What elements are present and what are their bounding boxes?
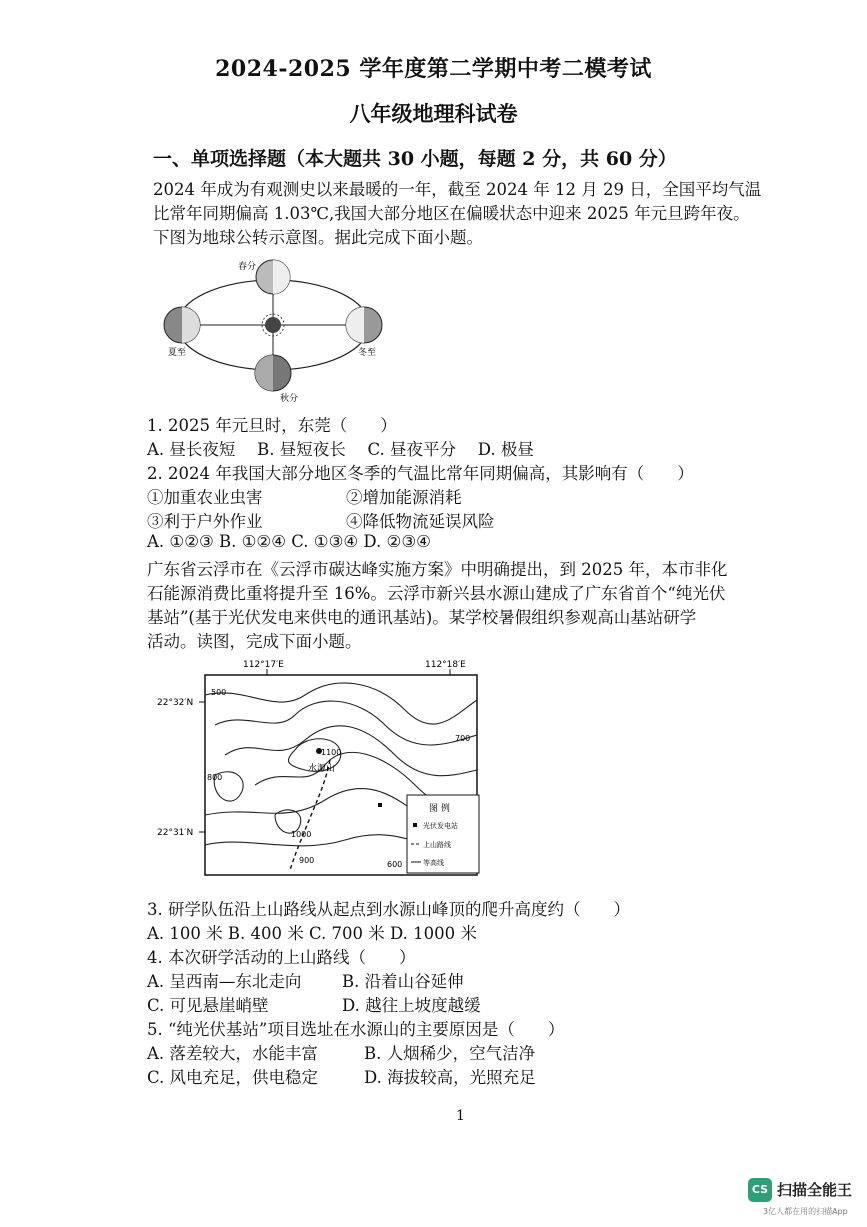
q4-option-d: D. 越往上坡度越缓 [342,996,481,1015]
q5-option-a: A. 落差较大，水能丰富 [147,1044,318,1063]
intro2-line3: 基站”(基于光伏发电来供电的通讯基站)。某学校暑假组织参观高山基站研学 [147,608,697,627]
q1-stem: 1. 2025 年元旦时，东莞（ ） [147,416,397,435]
label-spring: 春分 [238,262,257,272]
c700-label: 700 [455,734,471,743]
earth-winter-icon [346,307,382,343]
intro1-line2: 比常年同期偏高 1.03℃,我国大部分地区在偏暖状态中迎来 2025 年元旦跨年夜。 [153,204,750,223]
legend-station: 光伏发电站 [423,822,458,830]
intro1-line3: 下图为地球公转示意图。据此完成下面小题。 [153,228,483,247]
intro2-line4: 活动。读图，完成下面小题。 [147,632,362,651]
legend-route: 上山路线 [423,841,451,849]
c600-label: 600 [387,860,403,869]
intro2-line1: 广东省云浮市在《云浮市碳达峰实施方案》中明确提出，到 2025 年，本市非化 [147,560,728,579]
c500-label: 500 [211,688,227,697]
camscanner-logo-icon: CS [748,1178,772,1202]
q4-option-a: A. 呈西南—东北走向 [147,972,302,991]
label-autumn: 秋分 [280,394,299,404]
watermark-name: 扫描全能王 [777,1181,853,1199]
mountain-label: 水源山 [308,764,336,774]
q4-option-b: B. 沿着山谷延伸 [342,972,464,991]
legend-contour: 等高线 [423,859,444,867]
sun-icon [265,317,281,333]
page-number: 1 [456,1108,465,1124]
exam-title: 2024-2025 学年度第二学期中考二模考试 [215,56,652,82]
earth-orbit-diagram [160,255,390,405]
q5-stem: 5. “纯光伏基站”项目选址在水源山的主要原因是（ ） [147,1020,565,1039]
q2-item2: ②增加能源消耗 [346,488,462,507]
intro1-line1: 2024 年成为有观测史以来最暖的一年，截至 2024 年 12 月 29 日，全国平均气温 [153,180,762,199]
map-legend [407,795,479,873]
q5-option-d: D. 海拔较高，光照充足 [364,1068,536,1087]
c1100-label: 1100 [321,748,342,757]
legend-title: 图 例 [429,804,450,814]
earth-spring-icon [256,260,290,294]
pv-station-marker [378,803,382,807]
c800-label: 800 [207,773,223,782]
lon2-label: 112°18′E [425,660,466,670]
contour-map [155,655,485,885]
q5-option-b: B. 人烟稀少，空气洁净 [364,1044,536,1063]
q2-options: A. ①②③ B. ①②④ C. ①③④ D. ②③④ [147,532,431,551]
q2-stem: 2. 2024 年我国大部分地区冬季的气温比常年同期偏高，其影响有（ ） [147,464,694,483]
q3-stem: 3. 研学队伍沿上山路线从起点到水源山峰顶的爬升高度约（ ） [147,900,630,919]
lat2-label: 22°31′N [157,828,194,838]
q5-option-c: C. 风电充足，供电稳定 [147,1068,319,1087]
q1-options: A. 昼长夜短 B. 昼短夜长 C. 昼夜平分 D. 极昼 [147,440,534,459]
label-summer: 夏至 [168,348,187,358]
q2-item1: ①加重农业虫害 [147,488,263,507]
label-winter: 冬至 [358,348,377,358]
q4-stem: 4. 本次研学活动的上山路线（ ） [147,948,416,967]
section-heading: 一、单项选择题（本大题共 30 小题，每题 2 分，共 60 分） [153,148,677,170]
earth-autumn-icon [255,355,291,391]
q2-item3: ③利于户外作业 [147,512,263,531]
lon1-label: 112°17′E [243,660,284,670]
q3-options: A. 100 米 B. 400 米 C. 700 米 D. 1000 米 [147,924,477,943]
c900-label: 900 [299,856,315,865]
c1000-label: 1000 [291,830,312,839]
intro2-line2: 石能源消费比重将提升至 16%。云浮市新兴县水源山建成了广东省首个“纯光伏 [147,584,726,603]
lat1-label: 22°32′N [157,698,194,708]
earth-summer-icon [164,307,200,343]
exam-subtitle: 八年级地理科试卷 [349,101,518,126]
q4-option-c: C. 可见悬崖峭壁 [147,996,269,1015]
watermark-tagline: 3亿人都在用的扫描App [763,1207,848,1216]
q2-item4: ④降低物流延误风险 [346,512,495,531]
